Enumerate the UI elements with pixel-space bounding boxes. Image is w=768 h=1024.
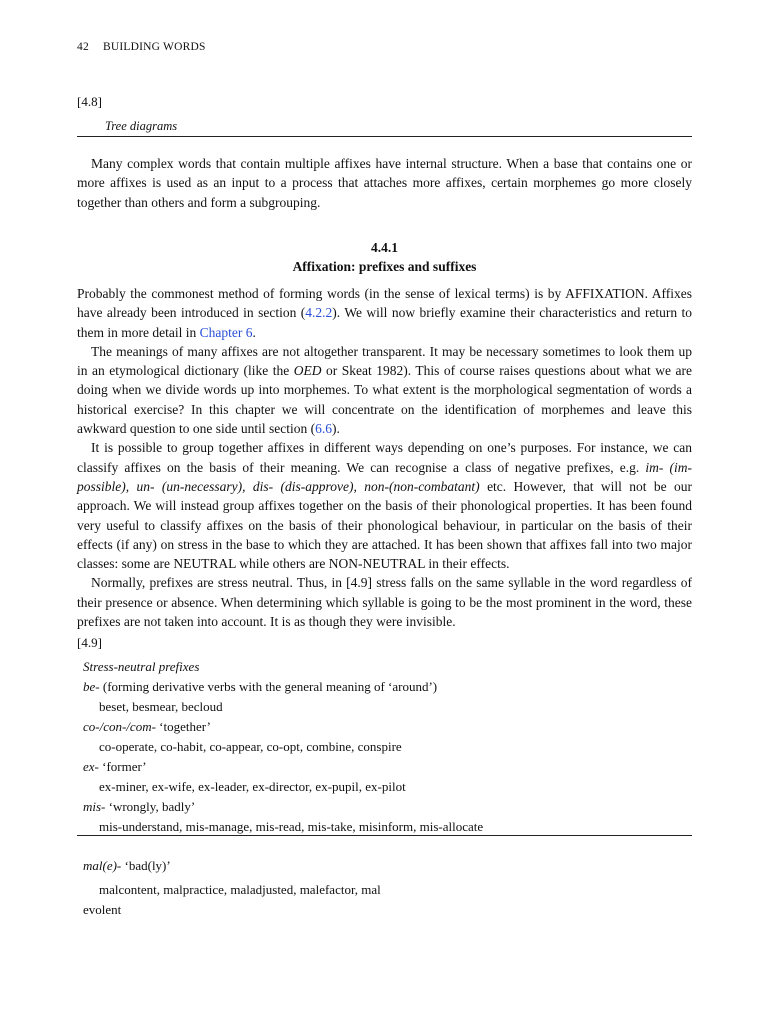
paragraph-3 bbox=[77, 438, 692, 573]
xref-6-6[interactable]: 6.6 bbox=[315, 421, 332, 437]
prefix-list-continued bbox=[83, 856, 692, 920]
p3-examples: im- (im-possible), un- (un-necessary), dis- (dis-approve), non-(non-combatant) bbox=[77, 459, 692, 494]
p2-text-a: The meanings of many affixes are not altogether transparent. It may be necessary sometimes to look them up in an etymological dictionary (like the bbox=[77, 343, 692, 379]
example-caption-4-8: Tree diagrams bbox=[105, 119, 178, 133]
list-item bbox=[83, 717, 692, 737]
p1-text-b: ). We will now briefly examine their characteristics and return to them in more detail in bbox=[77, 305, 693, 340]
prefix-list bbox=[83, 657, 692, 837]
paragraph-4: Normally, prefixes are stress neutral. Thus, in [4.9] stress falls on the same syllable in the word regardless of their presence or absence. When determining which syllable is going to be the most prominent in the word, these prefixes are not taken into account. It is as though they were invisible. bbox=[77, 575, 692, 630]
example-label-4-8: [4.8] bbox=[77, 94, 102, 109]
list-item bbox=[83, 856, 692, 876]
prefix: be- bbox=[83, 679, 100, 694]
list-item bbox=[83, 797, 692, 817]
section-title: Affixation: prefixes and suffixes bbox=[292, 259, 477, 275]
list-heading: Stress-neutral prefixes bbox=[83, 659, 200, 674]
p1-text-c: . bbox=[252, 324, 256, 340]
section-number: 4.4.1 bbox=[371, 240, 398, 255]
prefix: ex- bbox=[83, 759, 99, 774]
p2-text-c: ). bbox=[331, 421, 340, 437]
section-body bbox=[77, 284, 692, 631]
intro-paragraph: Many complex words that contain multiple affixes have internal structure. When a base that contains one or more affixes is used as an input to a process that attaches more affixes, certain morphemes go more closely together than others and form a subgrouping. bbox=[77, 156, 692, 210]
list-item bbox=[83, 677, 692, 697]
p2-text-b: or Skeat 1982). This of course raises questions about what we are doing when we divide words up into morphemes. To what extent is the morphological segmentation of words a historical exercise? In this chapter we will concentrate on the identification of morphemes and leave this awkward question to one side until section ( bbox=[77, 363, 693, 437]
list-item bbox=[83, 757, 692, 777]
p1-text-a: Probably the commonest method of forming words (in the sense of lexical terms) is by AFFIXATION. Affixes have already been introduced in section ( bbox=[77, 286, 692, 321]
xref-4-2-2[interactable]: 4.2.2 bbox=[305, 305, 333, 321]
section-heading bbox=[77, 238, 692, 277]
p3-text-a: It is possible to group together affixes in different ways depending on one’s purposes. For instance, we can classify affixes on the basis of their meaning. We can recognise a class of negative prefixes, e.g. bbox=[77, 440, 692, 475]
xref-chapter-6[interactable]: Chapter 6 bbox=[199, 324, 253, 340]
prefix-gloss: ‘former’ bbox=[98, 759, 147, 774]
prefix: mis- bbox=[83, 799, 106, 814]
prefix: mal(e)- bbox=[83, 858, 122, 873]
prefix-examples: co-operate, co-habit, co-appear, co-opt, combine, conspire bbox=[99, 739, 402, 754]
intro-paragraph-block bbox=[77, 154, 692, 212]
running-title: BUILDING WORDS bbox=[102, 41, 206, 53]
example-label-4-9: [4.9] bbox=[77, 635, 102, 650]
prefix-examples: malcontent, malpractice, maladjusted, malefactor, mal bbox=[99, 882, 381, 897]
running-header bbox=[77, 38, 206, 57]
prefix-examples: mis-understand, mis-manage, mis-read, mis-take, misinform, mis-allocate bbox=[99, 819, 484, 834]
prefix-gloss: (forming derivative verbs with the general meaning of ‘around’) bbox=[99, 679, 438, 694]
prefix-gloss: ‘bad(ly)’ bbox=[121, 858, 171, 873]
paragraph-1 bbox=[77, 284, 692, 342]
paragraph-2 bbox=[77, 342, 692, 438]
page-number: 42 bbox=[77, 41, 89, 53]
prefix-examples: ex-miner, ex-wife, ex-leader, ex-director, ex-pupil, ex-pilot bbox=[99, 779, 406, 794]
p3-text-b: etc. However, that will not be our approach. We will instead group affixes together on the basis of their phonological properties. It has been found very useful to classify affixes on the basis of their phonological behaviour, in particular on the basis of their effects (if any) on stress in the base to which they are attached. It has been shown that affixes fall into two major classes: some are NEUTRAL while others are NON-NEUTRAL in their effects. bbox=[77, 478, 692, 572]
example-rule-bottom bbox=[77, 835, 692, 836]
prefix-examples-wrap: evolent bbox=[83, 902, 122, 917]
example-rule-top bbox=[77, 136, 692, 137]
prefix-gloss: ‘wrongly, badly’ bbox=[105, 799, 196, 814]
prefix-gloss: ‘together’ bbox=[155, 719, 211, 734]
prefix-examples: beset, besmear, becloud bbox=[99, 699, 223, 714]
p2-oed: OED bbox=[293, 363, 322, 379]
prefix: co-/con-/com- bbox=[83, 719, 156, 734]
